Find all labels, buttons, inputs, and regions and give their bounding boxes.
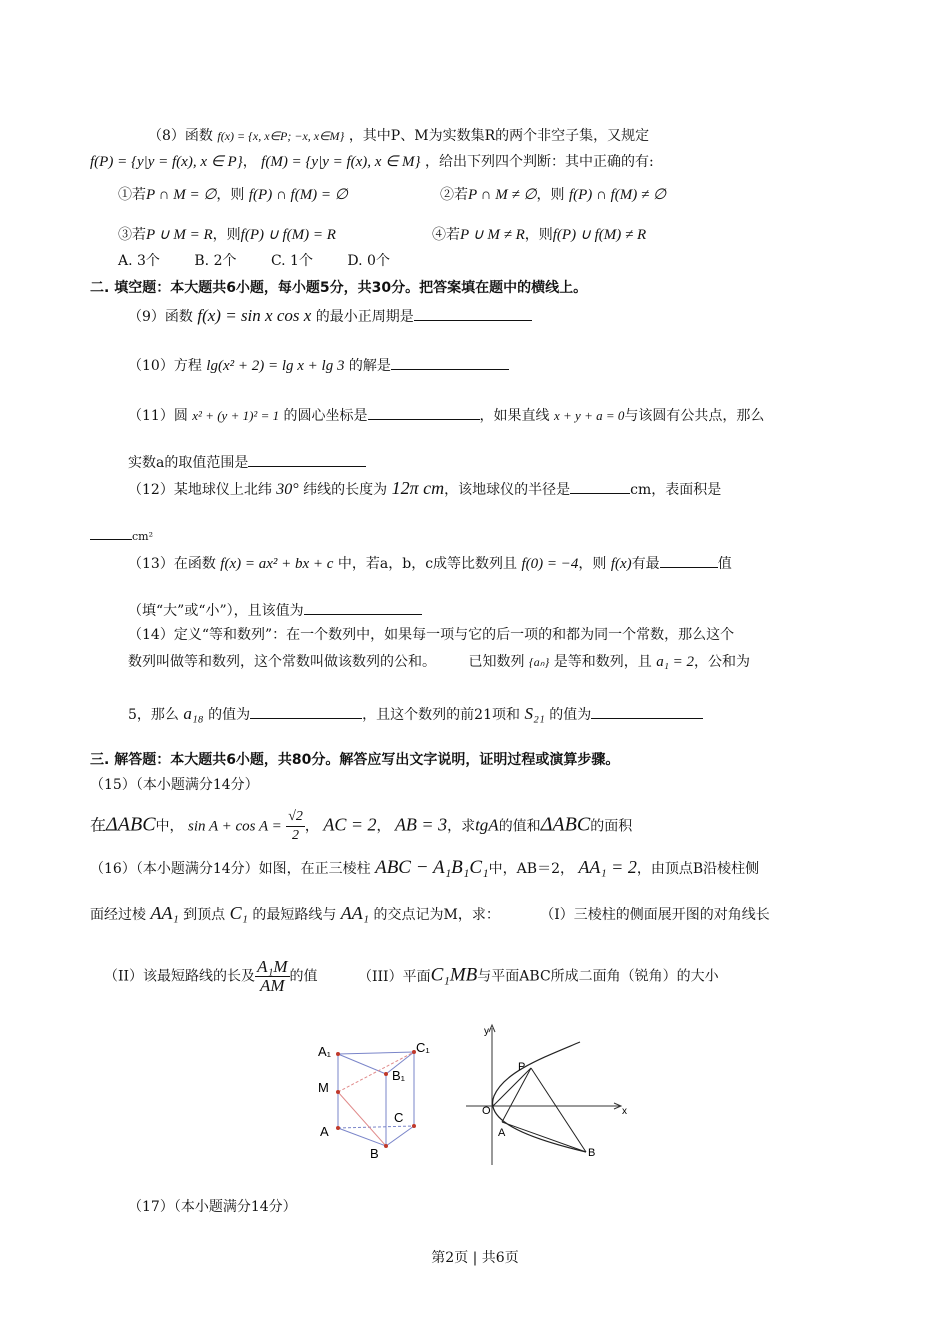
q14-l3d: 的值为: [549, 707, 592, 723]
q8-choices: [118, 251, 390, 271]
q12-expr: 30°: [276, 481, 299, 498]
label-x: x: [622, 1106, 627, 1117]
q10-pre: （10）方程: [128, 358, 202, 374]
q9: [128, 306, 532, 327]
q16-line2: [90, 903, 770, 925]
j1-mid: ，则: [216, 187, 245, 203]
q15-expr5: tgA: [475, 815, 499, 835]
label-a1: A₁: [318, 1044, 332, 1059]
q15-frac-den: 2: [292, 828, 300, 843]
path-b-m: [338, 1092, 386, 1146]
q14-blank-1[interactable]: [250, 704, 362, 719]
q14-expr: {aₙ}: [528, 655, 550, 669]
q16-expr4: C₁: [229, 903, 248, 923]
q10: [128, 355, 509, 376]
q15-fraction: [286, 808, 305, 845]
q8-judgement-2: [440, 185, 666, 205]
q13-mid3: 有最: [631, 556, 660, 572]
q15-header: （15）（本小题满分14分）: [90, 777, 259, 793]
q16-expr6: C₁MB: [430, 964, 478, 986]
chord-p-b: [531, 1068, 586, 1152]
q8-judgement-1: [118, 185, 348, 205]
j4-pre: ④若: [432, 227, 460, 243]
q8-judgement-3: [118, 225, 336, 245]
q16-line1: [90, 857, 759, 879]
q13-post: 值: [717, 556, 732, 572]
q16-fraction: [255, 958, 289, 995]
point-m: [336, 1090, 340, 1094]
label-p: P: [518, 1061, 526, 1073]
q13-expr: f(x) = ax² + bx + c: [220, 556, 334, 572]
label-b1: B₁: [392, 1068, 406, 1083]
q16-l2c: 的最短路线与: [252, 907, 337, 923]
q14-l2b: 已知数列: [468, 654, 525, 670]
q16-expr2: AA₁ = 2: [578, 857, 637, 877]
q14-l3c: ，且这个数列的前21项和: [362, 707, 520, 723]
q8-label: （8）函数: [148, 128, 213, 144]
q12-mid: 纬线的长度为: [303, 482, 388, 498]
edge-b-c: [386, 1126, 414, 1146]
q8-instruction: ，给出下列四个判断：其中正确的有:: [424, 154, 654, 170]
q10-post: 的解是: [348, 358, 391, 374]
q13-expr2: f(0) = −4: [521, 556, 579, 572]
section-2-title: 二. 填空题：本大题共6小题，每小题5分，共30分。把答案填在题中的横线上。: [90, 280, 588, 296]
q15-mid3: ，: [376, 818, 391, 835]
label-y: y: [484, 1026, 489, 1037]
j3-mid: ，则: [212, 227, 241, 243]
chord-a-b: [502, 1122, 586, 1152]
q16-post: ，由顶点B沿棱柱侧: [636, 861, 760, 877]
edge-a-b: [338, 1128, 386, 1146]
q16-expr: ABC − A₁B₁C₁: [375, 857, 489, 878]
label-b: B: [370, 1146, 379, 1161]
point-a: [336, 1126, 340, 1130]
q12-blank-2[interactable]: [90, 525, 132, 540]
q16-part3b: 与平面ABC所成二面角（锐角）的大小: [477, 968, 719, 985]
q13-line2: [128, 600, 422, 621]
q15-mid: 中，: [155, 818, 184, 835]
label-b: B: [588, 1147, 596, 1159]
q15-mid2: ，: [304, 818, 319, 835]
q13-expr3: f(x): [610, 556, 632, 572]
q11-line2: [128, 452, 366, 473]
q8-text: ，其中P、M为实数集R的两个非空子集，又规定: [348, 128, 650, 144]
q14-l2a: 数列叫做等和数列，这个常数叫做该数列的公和。: [128, 654, 436, 670]
q8-judgement-4: [432, 225, 646, 245]
q14-l2c: 是等和数列，且: [553, 654, 652, 670]
q14-expr3: a₁₈: [183, 704, 204, 723]
q16-expr5: AA₁: [340, 903, 370, 923]
q10-blank[interactable]: [391, 355, 509, 370]
q16-frac-den: AM: [260, 976, 285, 995]
q13-pre: （13）在函数: [128, 556, 216, 572]
q13-blank-1[interactable]: [660, 553, 718, 568]
q12-pre: （12）某地球仪上北纬: [128, 482, 272, 498]
q16-pre: （16）（本小题满分14分）如图，在正三棱柱: [90, 861, 371, 877]
edge-a-c: [338, 1126, 414, 1128]
q16-mid: 中，AB＝2，: [488, 861, 574, 877]
q14-line2: [128, 652, 750, 672]
q14-l3b: 的值为: [208, 707, 251, 723]
chord-a-p: [502, 1068, 531, 1122]
section-3-title: 三. 解答题：本大题共6小题，共80分。解答应写出文字说明，证明过程或演算步骤。: [90, 752, 620, 768]
q16-l2a: 面经过棱: [90, 907, 146, 923]
q15-pre: 在: [90, 815, 107, 835]
q9-blank[interactable]: [414, 306, 532, 321]
j1-res: f(P) ∩ f(M) = ∅: [248, 187, 348, 203]
q8-function: f(x) = {x, x∈P; −x, x∈M}: [217, 129, 345, 143]
q13-blank-2[interactable]: [304, 600, 422, 615]
choice-d: D. 0个: [347, 253, 390, 269]
q15-expr: ΔABC: [106, 813, 156, 836]
q15-expr2: sin A + cos A =: [187, 818, 282, 835]
q12-blank-1[interactable]: [570, 479, 630, 494]
j1-cond: P ∩ M = ∅: [146, 187, 217, 203]
q13-mid2: ，则: [578, 556, 607, 572]
q13-mid: 中，若a，b，c成等比数列且: [337, 556, 518, 572]
point-a1: [336, 1052, 340, 1056]
choice-c: C. 1个: [270, 253, 313, 269]
q13-line2-text: （填“大”或“小”），且该值为: [128, 603, 304, 619]
parabola-figure: [462, 1020, 642, 1170]
label-a: A: [498, 1127, 506, 1139]
q16-expr3: AA₁: [150, 903, 179, 923]
q16-frac-num: A₁M: [257, 957, 288, 976]
j2-pre: ②若: [440, 187, 468, 203]
point-b: [384, 1144, 388, 1148]
q11-pre: （11）圆: [128, 408, 188, 424]
q12-line2: [90, 525, 153, 547]
label-a: A: [320, 1124, 329, 1139]
label-o: O: [482, 1105, 491, 1117]
q11-line2-text: 实数a的取值范围是: [128, 455, 249, 471]
label-c1: C₁: [416, 1040, 430, 1055]
q17-header: （17）（本小题满分14分）: [128, 1199, 297, 1215]
q9-expr: f(x) = sin x cos x: [197, 306, 312, 325]
j4-cond: P ∪ M ≠ R: [460, 227, 525, 243]
j4-res: f(P) ∪ f(M) ≠ R: [552, 227, 647, 243]
q14-blank-2[interactable]: [591, 704, 703, 719]
q16-part1: （I）三棱柱的侧面展开图的对角线长: [540, 907, 770, 923]
q14-line1: （14）定义“等和数列”：在一个数列中，如果每一项与它的后一项的和都为同一个常数，那么这个: [128, 627, 735, 643]
q8-fm-def: f(M) = {y|y = f(x), x ∈ M}: [261, 154, 421, 170]
q15-body: [90, 808, 632, 845]
q8-fp-def: f(P) = {y|y = f(x), x ∈ P}: [90, 154, 243, 170]
q11-post: 与该圆有公共点，那么: [624, 408, 765, 424]
j2-res: f(P) ∩ f(M) ≠ ∅: [568, 187, 667, 203]
label-c: C: [394, 1110, 404, 1125]
q16-l2b: 到顶点: [183, 907, 226, 923]
q14-expr2: a₁ = 2: [656, 654, 695, 670]
q15-mid5: 的值和: [498, 818, 541, 835]
q11-expr: x² + (y + 1)² = 1: [192, 408, 280, 423]
q11-blank-1[interactable]: [368, 405, 480, 420]
q15-expr3: AC = 2: [323, 814, 377, 835]
q12-unit2: cm²: [132, 530, 154, 543]
q11-blank-2[interactable]: [248, 452, 366, 467]
q16-part2a: （II）该最短路线的长及: [104, 968, 256, 985]
q14-expr4: S₂₁: [524, 704, 545, 723]
q12-expr2: 12π cm: [391, 478, 445, 498]
q15-expr4: AB = 3: [394, 814, 448, 835]
q15-post: 的面积: [590, 818, 633, 835]
page-footer: 第2页 | 共6页: [431, 1250, 519, 1266]
q15-frac-num: √2: [286, 808, 305, 827]
q14-line3: [128, 704, 703, 725]
q9-post: 的最小正周期是: [315, 309, 414, 325]
q11-line1: [128, 405, 764, 426]
prism-figure: [310, 1030, 440, 1165]
choice-a: A. 3个: [118, 253, 160, 269]
point-c: [412, 1124, 416, 1128]
q16-part3a: （III）平面: [357, 968, 431, 985]
label-m: M: [318, 1080, 329, 1095]
q8-line2: f(P) = {y|y = f(x), x ∈ P}， f(M) = {y|y = f(x), x ∈ M} ，给出下列四个判断：其中正确的有:: [90, 154, 654, 170]
q14-l2d: ，公和为: [694, 654, 751, 670]
j2-cond: P ∩ M ≠ ∅: [468, 187, 537, 203]
q11-mid2: ，如果直线: [479, 408, 550, 424]
j2-mid: ，则: [536, 187, 565, 203]
edge-a1-c1: [338, 1052, 414, 1054]
q16-l2d: 的交点记为M，求：: [373, 907, 500, 923]
j3-cond: P ∪ M = R: [146, 227, 213, 243]
q13-line1: [128, 553, 732, 574]
q9-pre: （9）函数: [128, 309, 193, 325]
q16-line3: [104, 958, 719, 995]
q16-part2b: 的值: [289, 968, 318, 985]
j4-mid: ，则: [524, 227, 553, 243]
q10-expr: lg(x² + 2) = lg x + lg 3: [206, 358, 345, 374]
q11-mid: 的圆心坐标是: [283, 408, 368, 424]
q15-mid4: ，求: [447, 818, 476, 835]
q14-l3a: 5，那么: [128, 707, 179, 723]
q8-line1: [148, 126, 649, 146]
q12-line1: [128, 478, 721, 500]
q15-expr6: ΔABC: [540, 813, 591, 836]
q12-unit1: cm，表面积是: [630, 482, 722, 498]
j3-res: f(P) ∪ f(M) = R: [240, 227, 336, 243]
q12-mid2: ，该地球仪的半径是: [444, 482, 571, 498]
j3-pre: ③若: [118, 227, 146, 243]
j1-pre: ①若: [118, 187, 146, 203]
point-b1: [384, 1072, 388, 1076]
q11-expr2: x + y + a = 0: [554, 408, 625, 423]
choice-b: B. 2个: [194, 253, 237, 269]
